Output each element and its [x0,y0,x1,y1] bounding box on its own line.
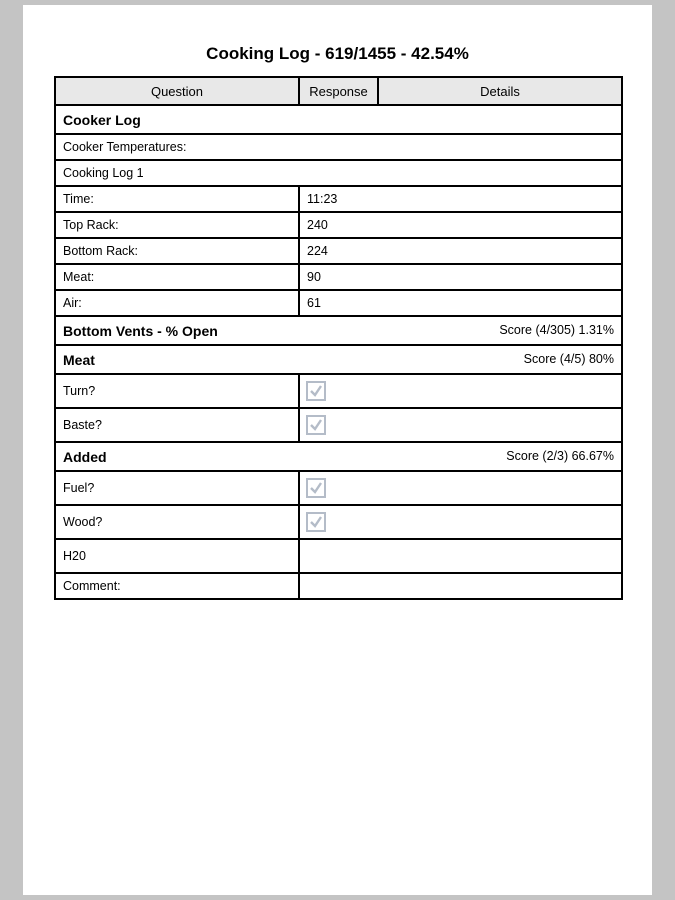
row-value: 224 [299,238,622,264]
row-label: Meat: [55,264,299,290]
row-response [299,374,622,408]
header-response: Response [299,77,378,105]
section-title: Meat [63,351,95,368]
row-label: Fuel? [55,471,299,505]
cooking-log-label: Cooking Log 1 [55,160,622,186]
section-title: Cooker Log [63,111,141,128]
table-row [55,539,622,573]
header-row [55,77,622,105]
checkbox-checked-icon[interactable] [306,512,326,532]
row-response [299,408,622,442]
row-label: Bottom Rack: [55,238,299,264]
row-label: Turn? [55,374,299,408]
comment-value [299,573,622,599]
table-row [55,264,622,290]
report-title: Cooking Log - 619/1455 - 42.54% [206,44,469,63]
row-label: Wood? [55,505,299,539]
cooker-temperatures-label: Cooker Temperatures: [55,134,622,160]
table-row [55,408,622,442]
row-value: 11:23 [299,186,622,212]
section-score: Score (2/3) 66.67% [506,448,614,463]
row-label: Top Rack: [55,212,299,238]
section-title: Added [63,448,107,465]
row-label: H20 [55,539,299,573]
section-meat [55,345,622,374]
row-value: 240 [299,212,622,238]
section-cooker-log [55,105,622,134]
table-row [55,471,622,505]
row-response [299,539,622,573]
header-question: Question [55,77,299,105]
section-title: Bottom Vents - % Open [63,322,218,339]
row-response [299,471,622,505]
header-details: Details [378,77,622,105]
checkbox-checked-icon[interactable] [306,478,326,498]
row-value: 90 [299,264,622,290]
table-row [55,186,622,212]
row-response [299,505,622,539]
table-row [55,290,622,316]
row-label: Air: [55,290,299,316]
table-row [55,238,622,264]
section-score: Score (4/305) 1.31% [499,322,614,337]
table-row [55,573,622,599]
table-row [55,505,622,539]
table-row [55,374,622,408]
section-added [55,442,622,471]
checkbox-checked-icon[interactable] [306,415,326,435]
row-label: Time: [55,186,299,212]
table-row [55,134,622,160]
table-row [55,212,622,238]
comment-label: Comment: [55,573,299,599]
row-value: 61 [299,290,622,316]
cooking-log-table [54,76,623,600]
report-page [23,5,652,895]
section-score: Score (4/5) 80% [523,351,614,366]
checkbox-checked-icon[interactable] [306,381,326,401]
row-label: Baste? [55,408,299,442]
table-row [55,160,622,186]
section-bottom-vents [55,316,622,345]
